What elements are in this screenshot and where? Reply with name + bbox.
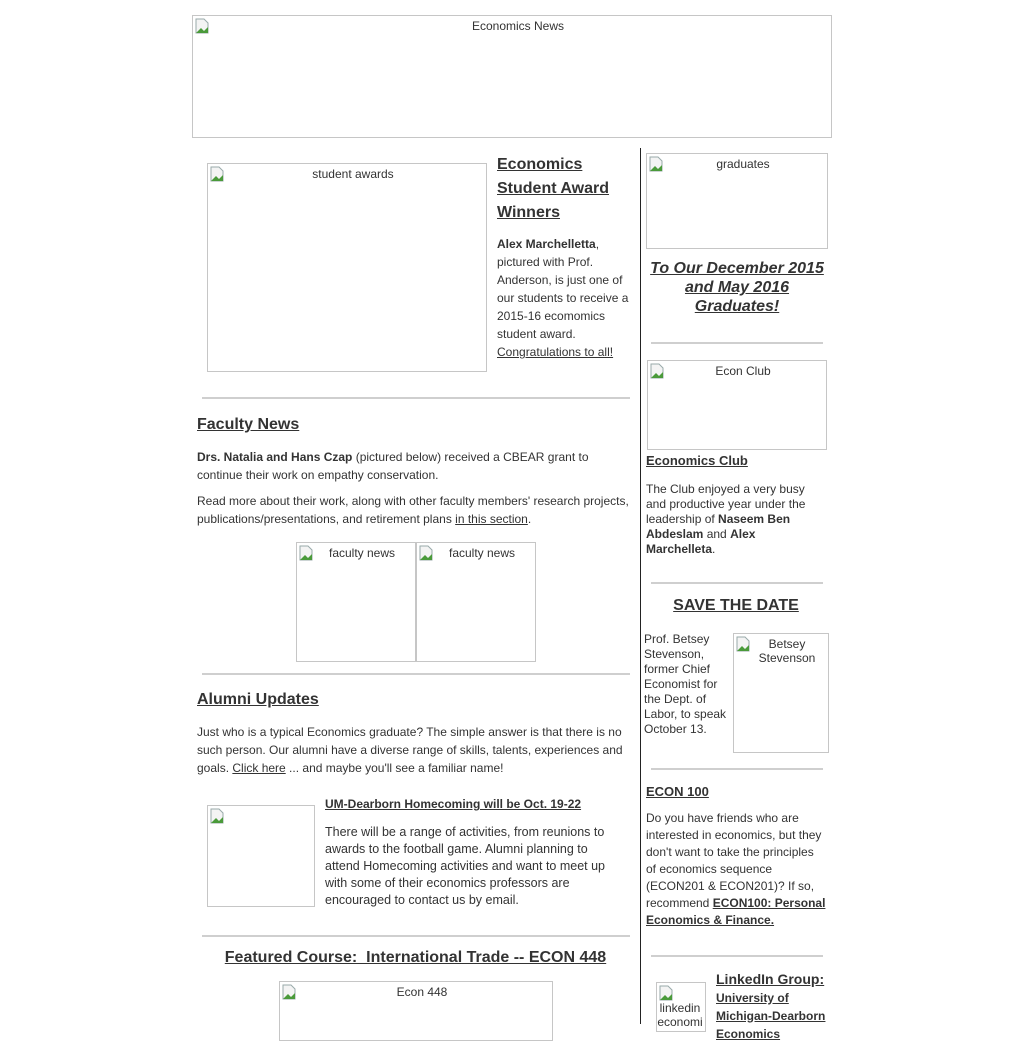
image-alt-text: graduates (716, 157, 770, 171)
club-text (646, 482, 831, 557)
text: encouraged to contact us by email. (325, 893, 519, 907)
text: and productive year under the (646, 497, 806, 511)
section-divider (202, 673, 630, 675)
faculty-news-title[interactable]: Faculty News (197, 416, 300, 433)
text: and (703, 527, 731, 541)
text: (pictured below) received a CBEAR grant to (352, 450, 589, 464)
text-line: Anderson, is just one of (497, 273, 623, 287)
economics-club-title[interactable]: Economics Club (646, 453, 748, 468)
econ-100-title[interactable]: ECON 100 (646, 784, 709, 799)
linkedin-image (656, 982, 706, 1032)
student-name: Alex Marchelletta (497, 237, 596, 251)
alumni-text (197, 723, 642, 777)
econ-448-image (279, 981, 553, 1041)
broken-image-icon (210, 166, 224, 182)
broken-image-icon (650, 363, 664, 379)
text: ... and maybe you'll see a familiar name! (285, 761, 504, 775)
text: Graduates! (694, 298, 780, 315)
name: Marchelleta (646, 542, 713, 556)
text: goals. (197, 761, 233, 775)
in-this-section-link[interactable]: in this section (455, 512, 528, 526)
text: Economics (716, 1027, 781, 1041)
text: attend Homecoming activities and want to meet up (325, 859, 606, 873)
text-line: 2015-16 ecomomics (497, 309, 606, 323)
link-text: ECON100: Personal (712, 896, 826, 910)
text: such person. Our alumni have a diverse range of skills, talents, experiences and (197, 743, 623, 757)
faculty-text-2 (197, 492, 642, 528)
sidebar-divider (651, 955, 823, 957)
sidebar-divider (651, 342, 823, 344)
text: continue their work on empathy conservation. (197, 468, 439, 482)
image-alt-text: linkedin economi (657, 1001, 703, 1029)
image-alt-text: faculty news (448, 546, 516, 560)
homecoming-text (325, 824, 635, 909)
text: leadership of (646, 512, 719, 526)
awards-title-link[interactable] (497, 153, 609, 225)
linkedin-title: LinkedIn Group: (716, 971, 825, 987)
awards-text (497, 235, 637, 361)
column-divider (640, 148, 641, 1024)
banner-image (192, 15, 832, 138)
link-text: Economics & Finance. (646, 913, 775, 927)
title-line: Student Award (497, 180, 610, 197)
title-line: Winners (497, 204, 560, 221)
image-alt-text: Econ Club (715, 364, 771, 378)
text: Labor, to speak (644, 707, 727, 721)
text: with some of their economics professors are (325, 876, 570, 890)
text: Do you have friends who are (646, 811, 799, 825)
punctuation: , (595, 237, 600, 251)
text: publications/presentations, and retirement plans (197, 512, 456, 526)
econ-100-text (646, 810, 834, 929)
save-the-date-title[interactable]: SAVE THE DATE (673, 597, 799, 614)
text: of economics sequence (646, 862, 773, 876)
text: Read more about their work, along with other faculty members' research projects, (197, 494, 629, 508)
student-awards-image (207, 163, 487, 372)
text: Just who is a typical Economics graduate? The simple answer is that there is no (197, 725, 622, 739)
faculty-image-1 (296, 542, 416, 662)
linkedin-group-link[interactable] (716, 971, 836, 1043)
featured-course-title[interactable]: Featured Course: International Trade -- ECON 448 (224, 949, 607, 966)
text: recommend (646, 896, 713, 910)
text: interested in economics, but they (646, 828, 822, 842)
broken-image-icon (282, 984, 296, 1000)
section-divider (202, 397, 630, 399)
alumni-updates-title[interactable]: Alumni Updates (197, 691, 319, 708)
text: Prof. Betsey (644, 632, 710, 646)
sidebar-divider (651, 582, 823, 584)
name: Abdeslam (646, 527, 704, 541)
image-alt-text: Econ 448 (396, 985, 448, 999)
graduates-heading[interactable] (646, 259, 828, 316)
text: The Club enjoyed a very busy (646, 482, 805, 496)
image-alt-text: Betsey Stevenson (758, 637, 816, 665)
text: University of (716, 991, 789, 1005)
broken-image-icon (419, 545, 433, 561)
econ-club-image (647, 360, 827, 450)
text: Michigan-Dearborn (716, 1009, 826, 1023)
name: Alex (730, 527, 756, 541)
faculty-names: Drs. Natalia and Hans Czap (197, 450, 353, 464)
faculty-text-1 (197, 448, 637, 484)
title-line: Economics (497, 156, 583, 173)
save-the-date-text (644, 632, 734, 737)
text: Stevenson, (644, 647, 705, 661)
text: Economist for (644, 677, 718, 691)
text: . (712, 542, 716, 556)
broken-image-icon (299, 545, 313, 561)
click-here-link[interactable]: Click here (232, 761, 286, 775)
broken-image-icon (736, 636, 750, 652)
text: the Dept. of (644, 692, 707, 706)
section-divider (202, 935, 630, 937)
image-alt-text: student awards (312, 167, 394, 181)
text-line: our students to receive a (497, 291, 629, 305)
betsey-stevenson-image (733, 633, 829, 753)
text: don't want to take the principles (646, 845, 814, 859)
text: former Chief (644, 662, 711, 676)
faculty-image-2 (416, 542, 536, 662)
text-line: student award. (497, 327, 576, 341)
broken-image-icon (659, 985, 673, 1001)
text: and May 2016 (684, 279, 790, 296)
broken-image-icon (210, 808, 224, 824)
text: (ECON201 & ECON201)? If so, (646, 879, 815, 893)
name: Naseem Ben (718, 512, 791, 526)
banner-alt-text: Economics News (471, 19, 565, 33)
text: To Our December 2015 (650, 260, 824, 277)
homecoming-title-link[interactable]: UM-Dearborn Homecoming will be Oct. 19-22 (325, 797, 582, 811)
sidebar-divider (651, 768, 823, 770)
graduates-image (646, 153, 828, 249)
text-line: pictured with Prof. (497, 255, 594, 269)
text: awards to the football game. Alumni planning to (325, 842, 588, 856)
text: . (527, 512, 532, 526)
broken-image-icon (195, 18, 209, 34)
broken-image-icon (649, 156, 663, 172)
congratulations-link[interactable]: Congratulations to all! (497, 345, 614, 359)
homecoming-image (207, 805, 315, 907)
image-alt-text: faculty news (328, 546, 396, 560)
text: October 13. (644, 722, 707, 736)
text: There will be a range of activities, from reunions to (325, 825, 605, 839)
